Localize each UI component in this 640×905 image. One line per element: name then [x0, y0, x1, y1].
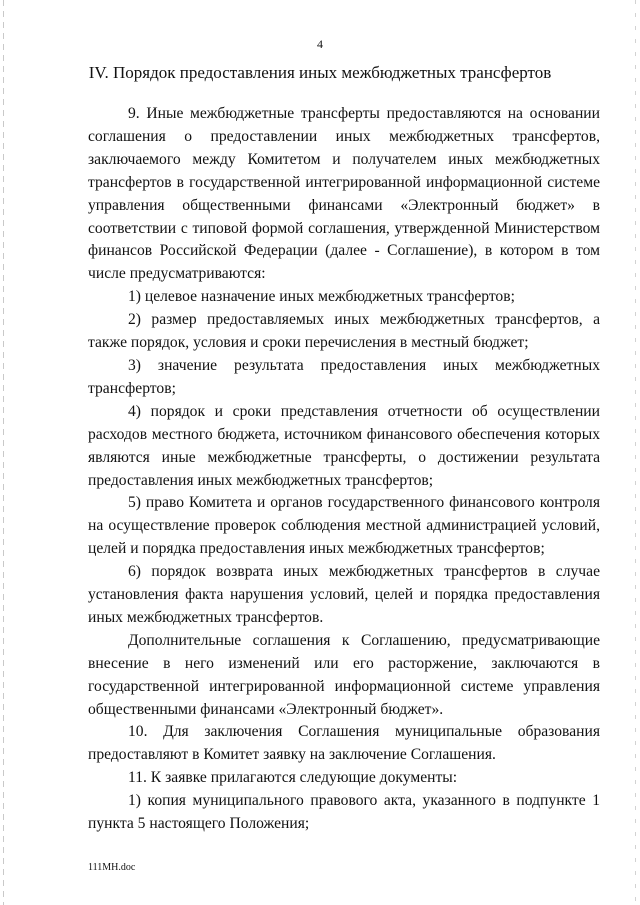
- paragraph-9-item-3: 3) значение результата предоставления иных межбюджетных трансфертов;: [88, 356, 600, 397]
- paragraph-11-item-1: 1) копия муниципального правового акта, указанного в подпункте 1 пункта 5 настоящего Положения;: [88, 792, 600, 833]
- paragraph-9-item-2: 2) размер предоставляемых иных межбюджетных трансфертов, а также порядок, условия и сроки перечисления в местный бюджет;: [88, 311, 600, 352]
- paragraph-10: 10. Для заключения Соглашения муниципальные образования предоставляют в Комитет заявку на заключение Соглашения.: [88, 723, 600, 764]
- paragraph-9-item-1: 1) целевое назначение иных межбюджетных трансфертов;: [128, 288, 515, 306]
- scan-edge-right: [635, 0, 636, 905]
- paragraph-9-item-6: 6) порядок возврата иных межбюджетных трансфертов в случае установления факта нарушения условий, целей и порядка предоставления иных межбюджетных трансфертов.: [88, 563, 600, 626]
- paragraph-11: 11. К заявке прилагаются следующие документы:: [128, 769, 458, 787]
- file-name-footer: 111MH.doc: [88, 862, 136, 873]
- paragraph-9-item-5: 5) право Комитета и органов государственного финансового контроля на осуществление проверок соблюдения местной администрацией условий, целей и порядка предоставления иных межбюджетных трансфертов;: [88, 494, 600, 558]
- paragraph-additional-agreements: Дополнительные соглашения к Соглашению, предусматривающие внесение в него изменений или его расторжение, заключаются в государственной интегрированной информационной системе управления общественными финансами «Электронный бюджет».: [88, 631, 600, 718]
- section-heading: IV. Порядок предоставления иных межбюджетных трансфертов: [88, 63, 552, 82]
- page-number: 4: [317, 37, 323, 51]
- scan-edge-left: [3, 0, 4, 905]
- paragraph-9: 9. Иные межбюджетные трансферты предоставляются на основании соглашения о предоставлении иных межбюджетных трансфертов, заключаемого между Комитетом и получателем иных межбюджетных трансфертов в государственной интегрированной информационной системе управления общественными финансами «Электронный бюджет» в соответствии с типовой формой соглашения, утвержденной Министерством финансов Российской Федерации (далее - Соглашение), в котором в том числе предусматриваются:: [88, 105, 600, 283]
- paragraph-9-item-4: 4) порядок и сроки представления отчетности об осуществлении расходов местного бюджета, источником финансового обеспечения которых являются иные межбюджетные трансферты, о достижении результата предоставления иных межбюджетных трансфертов;: [88, 402, 600, 489]
- document-body: [88, 103, 600, 836]
